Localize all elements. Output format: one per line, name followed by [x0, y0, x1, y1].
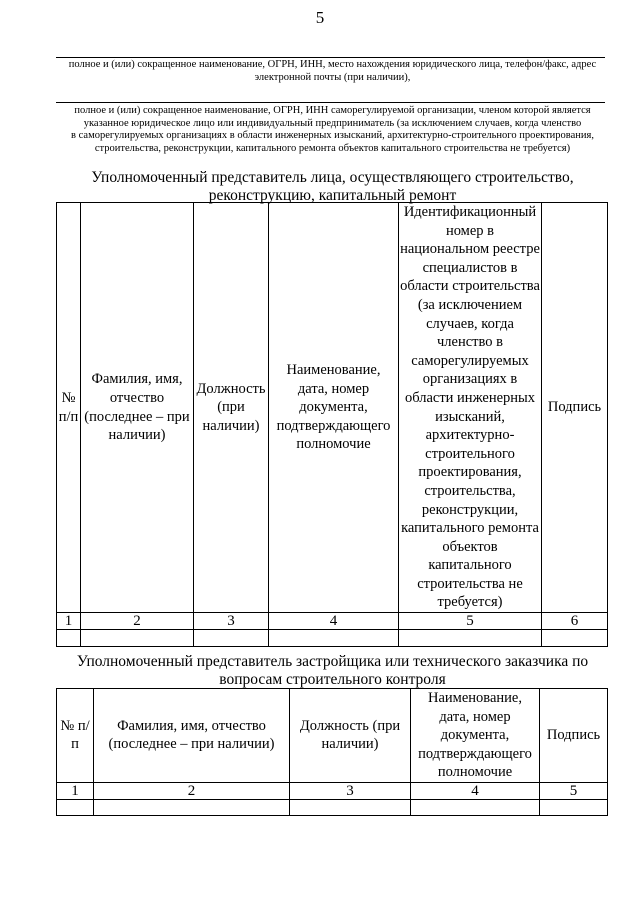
- organization-caption: полное и (или) сокращенное наименование, ОГРН, ИНН, место нахождения юридического лица, телефон/факс, адрес электронной почты (при наличии),: [68, 59, 597, 83]
- table1-header-row: [57, 203, 608, 613]
- table1-header-registry-id: Идентификационный номер в национальном реестре специалистов в области строительства (за исключением случаев, когда членство в саморегулируемых организациях в области инженерных изысканий, архитектурно-строительного проектирования, строительства, реконструкции, капитального ремонта объектов капитального строительства не требуется): [399, 203, 542, 613]
- organization-underline: [56, 57, 605, 58]
- table1-blank-cell: [57, 630, 81, 647]
- table2-number-row: [57, 782, 608, 799]
- table2-col-number: 2: [94, 782, 290, 799]
- table2-header-position: Должность (при наличии): [290, 689, 411, 783]
- builder-representative-table: [56, 202, 608, 647]
- sro-caption-line-3: в саморегулируемых организациях в области инженерных изысканий, архитектурно-строительного проектирования,: [71, 130, 594, 141]
- table1-header-signature: Подпись: [542, 203, 608, 613]
- sro-caption: [56, 105, 609, 155]
- table1-header-number: № п/п: [57, 203, 81, 613]
- table2-header-number: № п/п: [57, 689, 94, 783]
- table2-blank-row: [57, 799, 608, 815]
- table2-col-number: 1: [57, 782, 94, 799]
- table1-col-number: 5: [399, 613, 542, 630]
- sro-caption-line-4: строительства, реконструкции, капитального ремонта объектов капитального строительства не требуется): [94, 142, 571, 154]
- sro-underline: [56, 102, 605, 103]
- table2-col-number: 3: [290, 782, 411, 799]
- sro-caption-line-1: полное и (или) сокращенное наименование, ОГРН, ИНН саморегулируемой организации, членом которой является: [74, 105, 591, 116]
- table1-col-number: 4: [269, 613, 399, 630]
- table2-heading: Уполномоченный представитель застройщика или технического заказчика по вопросам строительного контроля: [76, 653, 589, 688]
- page-number: 5: [315, 8, 325, 27]
- table1-number-row: [57, 613, 608, 630]
- table1-blank-row: [57, 630, 608, 647]
- table2-header-full-name: Фамилия, имя, отчество (последнее – при наличии): [94, 689, 290, 783]
- table2-col-number: 4: [411, 782, 540, 799]
- table1-blank-cell: [269, 630, 399, 647]
- table2-blank-cell: [290, 799, 411, 815]
- table1-header-position: Должность (при наличии): [194, 203, 269, 613]
- table1-col-number: 2: [81, 613, 194, 630]
- table2-header-row: [57, 689, 608, 783]
- table1-col-number: 6: [542, 613, 608, 630]
- table1-blank-cell: [81, 630, 194, 647]
- developer-representative-table: [56, 688, 608, 816]
- table1-blank-cell: [399, 630, 542, 647]
- table2-blank-cell: [94, 799, 290, 815]
- table1-header-full-name: Фамилия, имя, отчество (последнее – при наличии): [81, 203, 194, 613]
- sro-caption-line-2: указанное юридическое лицо или индивидуальный предприниматель (за исключением случаев, когда членство: [83, 117, 582, 129]
- table1-col-number: 3: [194, 613, 269, 630]
- table2-col-number: 5: [540, 782, 608, 799]
- table2-blank-cell: [540, 799, 608, 815]
- table1-heading: Уполномоченный представитель лица, осуществляющего строительство, реконструкцию, капитальный ремонт: [91, 169, 574, 204]
- table2-blank-cell: [411, 799, 540, 815]
- table1-blank-cell: [542, 630, 608, 647]
- table2-header-signature: Подпись: [540, 689, 608, 783]
- table2-header-authority-document: Наименование, дата, номер документа, подтверждающего полномочие: [411, 689, 540, 783]
- table1-header-authority-document: Наименование, дата, номер документа, подтверждающего полномочие: [269, 203, 399, 613]
- table1-col-number: 1: [57, 613, 81, 630]
- table2-blank-cell: [57, 799, 94, 815]
- table1-blank-cell: [194, 630, 269, 647]
